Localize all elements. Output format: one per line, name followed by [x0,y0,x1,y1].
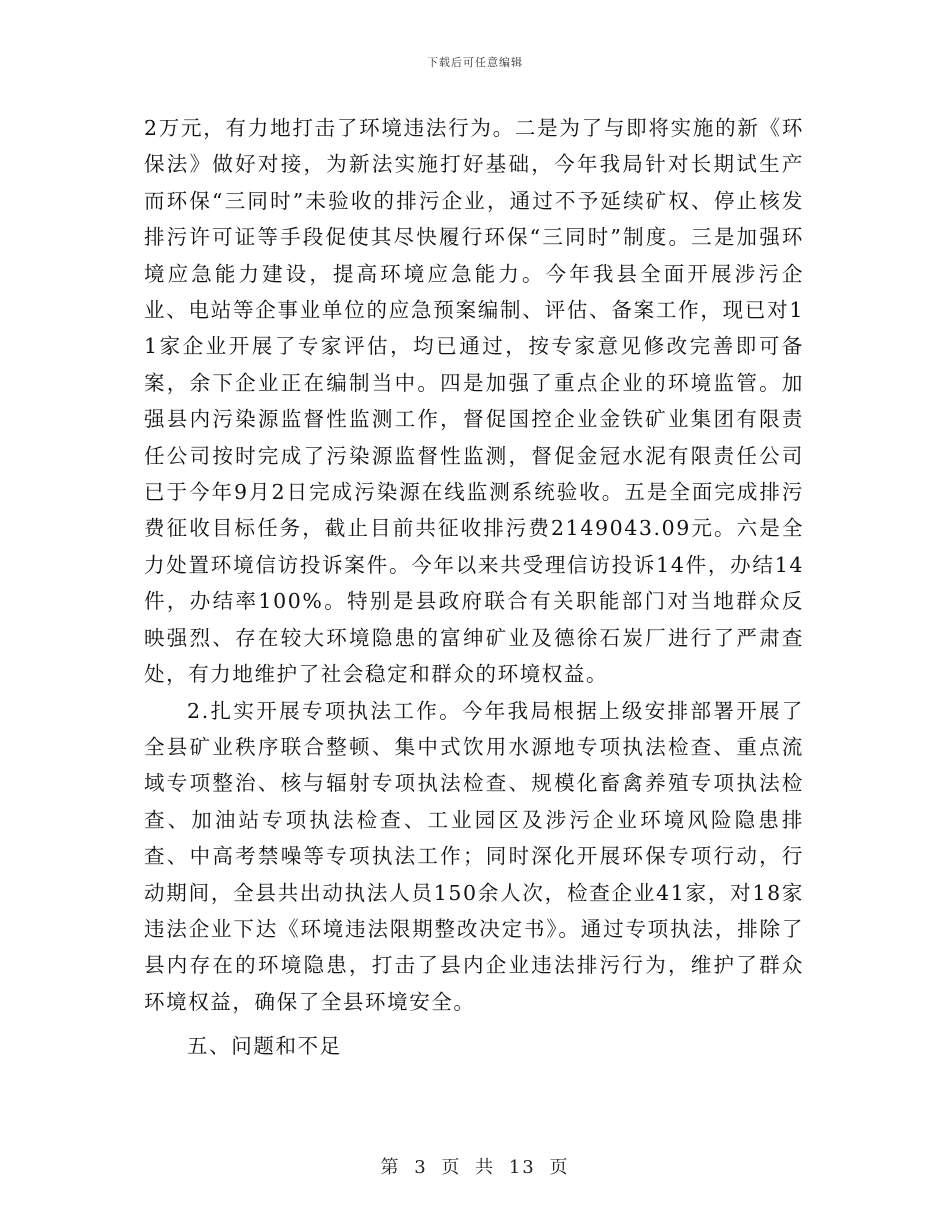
section-heading: 五、问题和不足 [187,1034,342,1059]
paragraph-special-enforcement: 2.扎实开展专项执法工作。今年我局根据上级安排部署开展了全县矿业秩序联合整顿、集中式饮用水源地专项执法检查、重点流域专项整治、核与辐射专项执法检查、规模化畜禽养殖专项执法检查、加油站专项执法检查、工业园区及涉污企业环境风险隐患排查、中高考禁噪等专项执法工作；同时深化开展环保专项行动，行动期间，全县共出动执法人员150余人次，检查企业41家，对18家违法企业下达《环境违法限期整改决定书》。通过专项执法，排除了县内存在的环境隐患，打击了县内企业违法排污行为，维护了群众环境权益，确保了全县环境安全。 [144,698,804,1014]
paragraph-continued: 2万元，有力地打击了环境违法行为。二是为了与即将实施的新《环保法》做好对接，为新法实施打好基础，今年我局针对长期试生产而环保“三同时”未验收的排污企业，通过不予延续矿权、停止核发排污许可证等手段促使其尽快履行环保“三同时”制度。三是加强环境应急能力建设，提高环境应急能力。今年我县全面开展涉污企业、电站等企事业单位的应急预案编制、评估、备案工作，现已对11家企业开展了专家评估，均已通过，按专家意见修改完善即可备案，余下企业正在编制当中。四是加强了重点企业的环境监管。加强县内污染源监督性监测工作，督促国控企业金铁矿业集团有限责任公司按时完成了污染源监督性监测，督促金冠水泥有限责任公司已于今年9月2日完成污染源在线监测系统验收。五是全面完成排污费征收目标任务，截止目前共征收排污费2149043.09元。六是全力处置环境信访投诉案件。今年以来共受理信访投诉14件，办结14件，办结率100%。特别是县政府联合有关职能部门对当地群众反映强烈、存在较大环境隐患的富绅矿业及德徐石炭厂进行了严肃查处，有力地维护了社会稳定和群众的环境权益。 [144,116,804,687]
page-header: 下载后可任意编辑 [427,56,523,69]
page-footer: 第 3 页 共 13 页 [380,1157,570,1178]
document-body [144,110,804,1065]
